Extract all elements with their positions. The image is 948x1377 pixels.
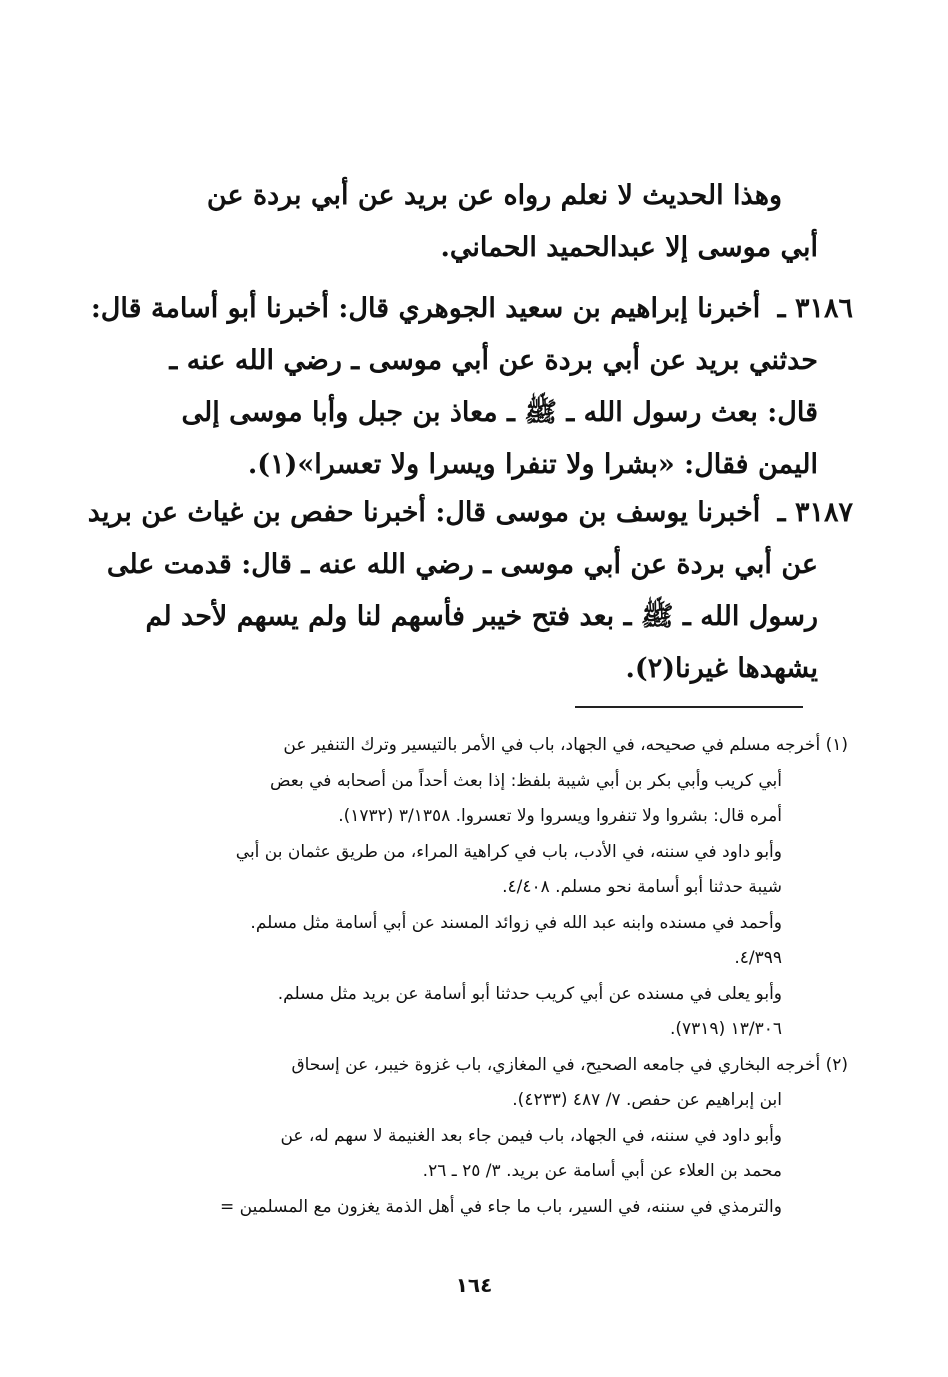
footnote-line: (٢) أخرجه البخاري في جامعه الصحيح، في المغازي، باب غزوة خيبر، عن إسحاق <box>291 1054 848 1075</box>
closing-paragraph <box>118 170 818 274</box>
footnote-line: والترمذي في سننه، في السير، باب ما جاء في أهل الذمة يغزون مع المسلمين = <box>220 1196 782 1217</box>
hadith-number: ٣١٨٧ ـ <box>777 497 853 528</box>
text-line: يشهدها غيرنا(٢). <box>625 653 818 684</box>
footnote-line: أمره قال: بشروا ولا تنفروا ويسروا ولا تعسروا. ٣/١٣٥٨ (١٧٣٢). <box>338 806 782 826</box>
text-line: قال: بعث رسول الله ـ ﷺ ـ معاذ بن جبل وأبا موسى إلى <box>181 397 818 428</box>
text-line: حدثني بريد عن أبي بردة عن أبي موسى ـ رضي الله عنه ـ <box>169 345 818 376</box>
footnote-divider <box>575 706 803 708</box>
text-line: أخبرنا يوسف بن موسى قال: أخبرنا حفص بن غياث عن بريد <box>87 497 761 528</box>
text-line: عن أبي بردة عن أبي موسى ـ رضي الله عنه ـ قال: قدمت على <box>106 549 818 580</box>
hadith-3187 <box>87 487 853 695</box>
footnote-line: وأبو داود في سننه، في الأدب، باب في كراهية المراء، من طريق عثمان بن أبي <box>235 841 782 862</box>
footnote-line: شيبة حدثنا أبو أسامة نحو مسلم. ٤/٤٠٨. <box>502 877 782 897</box>
hadith-first-line <box>90 283 853 335</box>
footnote-line: ١٣/٣٠٦ (٧٣١٩). <box>669 1019 782 1039</box>
footnote-line: وأبو يعلى في مسنده عن أبي كريب حدثنا أبو أسامة عن بريد مثل مسلم. <box>277 983 782 1004</box>
footnote-line: (١) أخرجه مسلم في صحيحه، في الجهاد، باب في الأمر بالتيسير وترك التنفير عن <box>283 735 848 755</box>
footnote-line: وأحمد في مسنده وابنه عبد الله في زوائد المسند عن أبي أسامة مثل مسلم. <box>250 912 782 933</box>
text-line: أخبرنا إبراهيم بن سعيد الجوهري قال: أخبرنا أبو أسامة قال: <box>90 293 761 324</box>
footnote-line: أبي كريب وأبي بكر بن أبي شيبة بلفظ: إذا بعث أحداً من أصحابه في بعض <box>269 770 782 791</box>
text-line: رسول الله ـ ﷺ ـ بعد فتح خيبر فأسهم لنا ولم يسهم لأحد لم <box>145 601 818 632</box>
text-line: وهذا الحديث لا نعلم رواه عن بريد عن أبي بردة عن <box>206 180 782 211</box>
hadith-3186 <box>90 283 853 491</box>
text-line: اليمن فقال: «بشرا ولا تنفرا ويسرا ولا تعسرا»(١). <box>247 449 818 480</box>
text-line: أبي موسى إلا عبدالحميد الحماني. <box>440 232 818 263</box>
hadith-first-line <box>87 487 853 539</box>
footnotes <box>118 728 848 1225</box>
footnote-line: وأبو داود في سننه، في الجهاد، باب فيمن جاء بعد الغنيمة لا سهم له، عن <box>280 1125 782 1146</box>
footnote-line: ابن إبراهيم عن حفص. ٧/ ٤٨٧ (٤٢٣٣). <box>512 1090 782 1110</box>
footnote-line: محمد بن العلاء عن أبي أسامة عن بريد. ٣/ ٢٥ ـ ٢٦. <box>422 1161 782 1181</box>
hadith-number: ٣١٨٦ ـ <box>777 293 853 324</box>
page-number: ١٦٤ <box>455 1273 493 1297</box>
footnote-line: ٤/٣٩٩. <box>734 948 782 968</box>
